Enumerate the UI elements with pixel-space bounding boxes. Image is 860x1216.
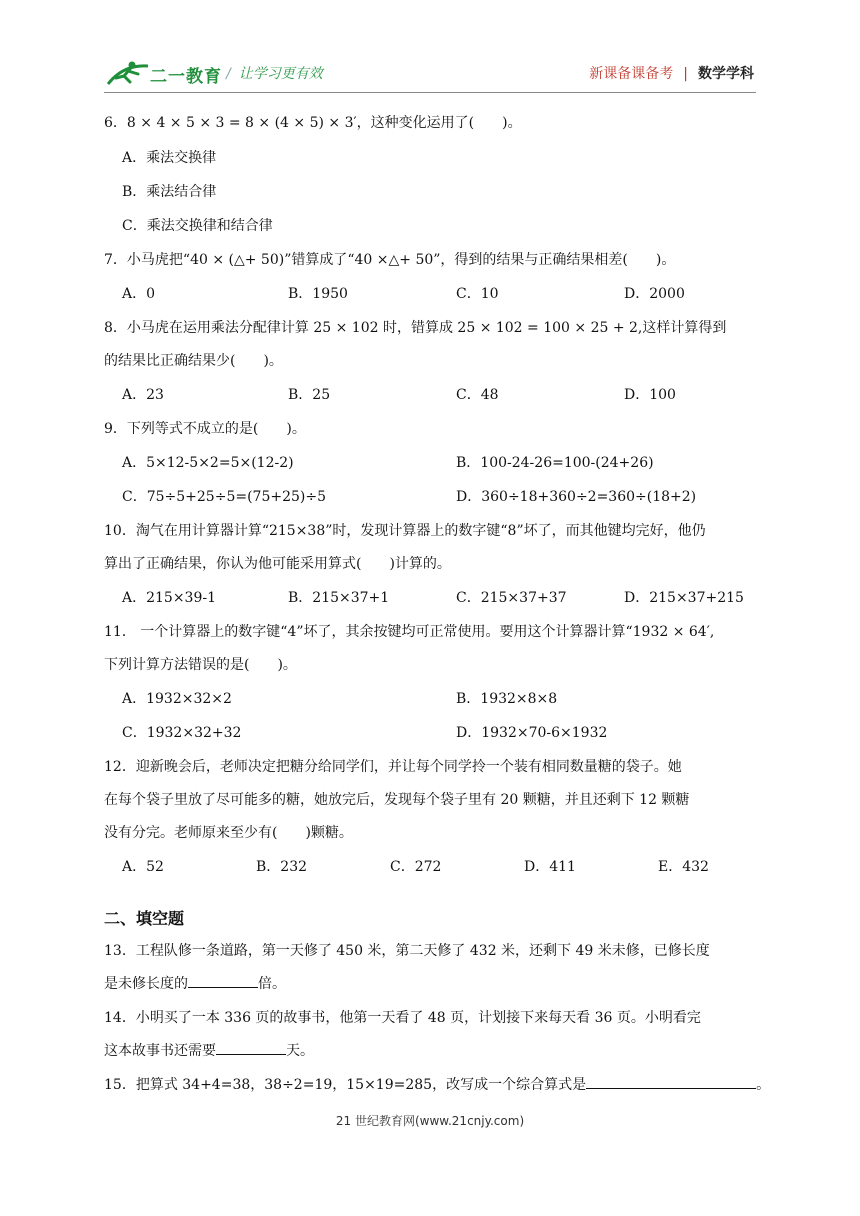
slogan: / 让学习更有效 [226, 66, 323, 82]
header-subject: 新课备课备考 | 数学学科 [589, 66, 754, 82]
question-9: 9．下列等式不成立的是( )。 [104, 421, 306, 437]
question-8: 8．小马虎在运用乘法分配律计算 25 × 102 时，错算成 25 × 102 = 100 × 25 + 2,这样计算得到 [104, 320, 727, 336]
option: D．360÷18+360÷2=360÷(18+2) [456, 489, 697, 505]
question-7: 7．小马虎把“40 × (△+ 50)”错算成了“40 ×△+ 50”，得到的结果与正确结果相差( )。 [104, 252, 676, 268]
option: C．10 [456, 286, 499, 302]
option: C．75÷5+25÷5=(75+25)÷5 [122, 489, 326, 505]
option: C．48 [456, 387, 499, 403]
question-6: 6．8 × 4 × 5 × 3 = 8 × (4 × 5) × 3′，这种变化运用了( )。 [104, 115, 522, 131]
header-divider [104, 92, 756, 93]
logo-text: 二一教育 [150, 67, 222, 87]
option: C．乘法交换律和结合律 [122, 218, 273, 234]
option: C．272 [390, 859, 442, 875]
answer-blank[interactable] [216, 1040, 286, 1055]
question-11-cont: 下列计算方法错误的是( )。 [104, 657, 297, 673]
question-8-cont: 的结果比正确结果少( )。 [104, 353, 283, 369]
question-13: 13．工程队修一条道路，第一天修了 450 米，第二天修了 432 米，还剩下 49 米未修，已修长度 [104, 943, 710, 959]
question-10-cont: 算出了正确结果，你认为他可能采用算式( )计算的。 [104, 556, 451, 572]
option: B．1932×8×8 [456, 691, 558, 707]
question-12-cont: 在每个袋子里放了尽可能多的糖，她放完后，发现每个袋子里有 20 颗糖，并且还剩下 12 颗糖 [104, 792, 690, 808]
option: B．100-24-26=100-(24+26) [456, 455, 654, 471]
option: D．411 [524, 859, 576, 875]
option: D．215×37+215 [624, 590, 744, 606]
option: D．100 [624, 387, 676, 403]
option: B．1950 [288, 286, 348, 302]
option: B．215×37+1 [288, 590, 390, 606]
option: A．0 [122, 286, 156, 302]
option: B．25 [288, 387, 331, 403]
section-title: 二、填空题 [104, 909, 185, 928]
option: A．乘法交换律 [122, 150, 217, 166]
option: A．52 [122, 859, 164, 875]
option: C．1932×32+32 [122, 725, 242, 741]
question-13-cont: 是未修长度的 倍。 [104, 973, 286, 993]
question-12: 12．迎新晚会后，老师决定把糖分给同学们，并让每个同学拎一个装有相同数量糖的袋子。她 [104, 759, 682, 775]
page-footer: 21 世纪教育网(www.21cnjy.com) [335, 1114, 525, 1128]
option: D．1932×70-6×1932 [456, 725, 608, 741]
question-10: 10．淘气在用计算器计算“215×38”时，发现计算器上的数字键“8”坏了，而其他键均完好，他仍 [104, 523, 706, 539]
question-14-cont: 这本故事书还需要 天。 [104, 1040, 314, 1060]
option: B．232 [256, 859, 308, 875]
option: A．1932×32×2 [122, 691, 232, 707]
option: D．2000 [624, 286, 685, 302]
option: B．乘法结合律 [122, 184, 217, 200]
option: A．215×39-1 [122, 590, 217, 606]
answer-blank[interactable] [586, 1074, 756, 1089]
question-15: 15．把算式 34+4=38，38÷2=19，15×19=285，改写成一个综合算式是 。 [104, 1074, 770, 1094]
option: E．432 [658, 859, 709, 875]
option: A．5×12-5×2=5×(12-2) [122, 455, 294, 471]
option: C．215×37+37 [456, 590, 567, 606]
answer-blank[interactable] [188, 973, 258, 988]
option: A．23 [122, 387, 164, 403]
question-11: 11． 一个计算器上的数字键“4”坏了，其余按键均可正常使用。要用这个计算器计算“1932 × 64′, [104, 624, 715, 640]
page-header [0, 0, 860, 100]
question-12-cont: 没有分完。老师原来至少有( )颗糖。 [104, 825, 353, 841]
question-14: 14．小明买了一本 336 页的故事书，他第一天看了 48 页，计划接下来每天看 36 页。小明看完 [104, 1010, 701, 1026]
